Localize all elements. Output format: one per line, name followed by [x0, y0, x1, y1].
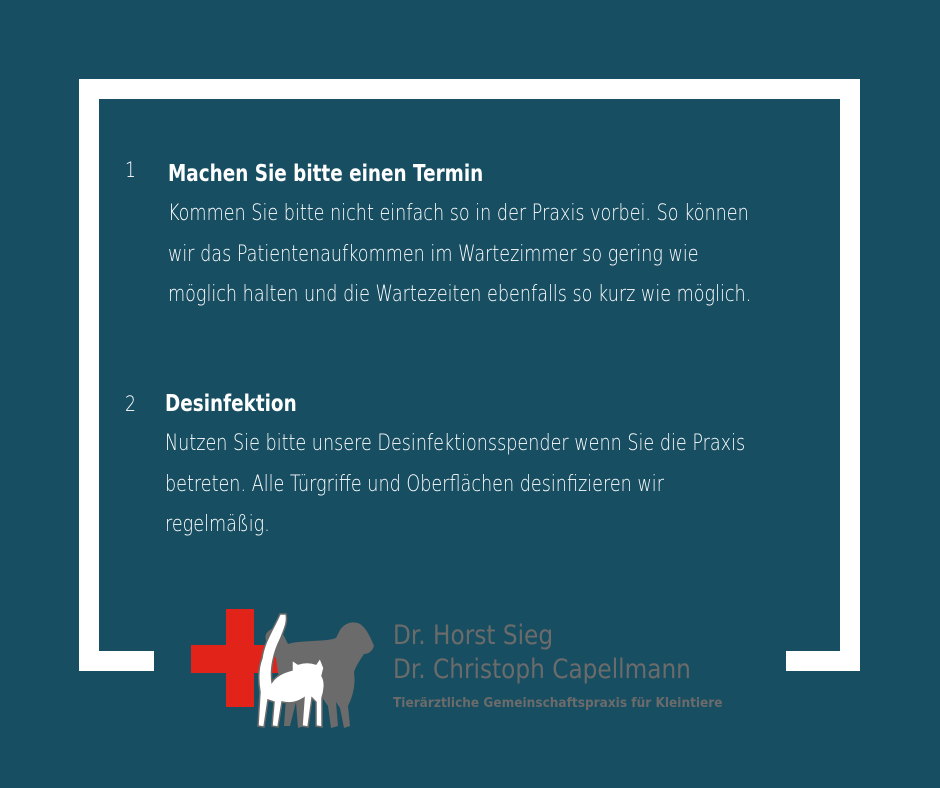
practice-subtitle: Tierärztliche Gemeinschaftspraxis für Kleintiere — [393, 695, 723, 711]
practice-name-2: Dr. Christoph Capellmann — [393, 654, 691, 685]
item-block — [165, 384, 745, 546]
frame-right — [840, 79, 860, 671]
item-line: wir das Patientenaufkommen im Wartezimmer so gering wie — [168, 241, 699, 267]
frame-bottom-left — [79, 651, 154, 671]
frame-bottom-right — [786, 651, 860, 671]
item-title: Machen Sie bitte einen Termin — [168, 161, 484, 187]
item-line: betreten. Alle Türgriffe und Oberflächen desinfizieren wir — [165, 471, 664, 497]
item-line: regelmäßig. — [165, 512, 270, 537]
item-title: Desinfektion — [165, 391, 297, 417]
item-number: 2 — [125, 392, 136, 416]
frame-top — [79, 79, 860, 99]
item-block — [168, 154, 751, 316]
item-line: Kommen Sie bitte nicht einfach so in der Praxis vorbei. So können — [168, 201, 749, 226]
item-line: möglich halten und die Wartezeiten ebenfalls so kurz wie möglich. — [168, 282, 752, 307]
frame-left — [79, 79, 99, 671]
practice-name-1: Dr. Horst Sieg — [393, 620, 554, 651]
item-line: Nutzen Sie bitte unsere Desinfektionsspender wenn Sie die Praxis — [165, 431, 746, 456]
item-number: 1 — [125, 158, 136, 182]
red-cross-cat-dog-icon — [188, 606, 388, 734]
